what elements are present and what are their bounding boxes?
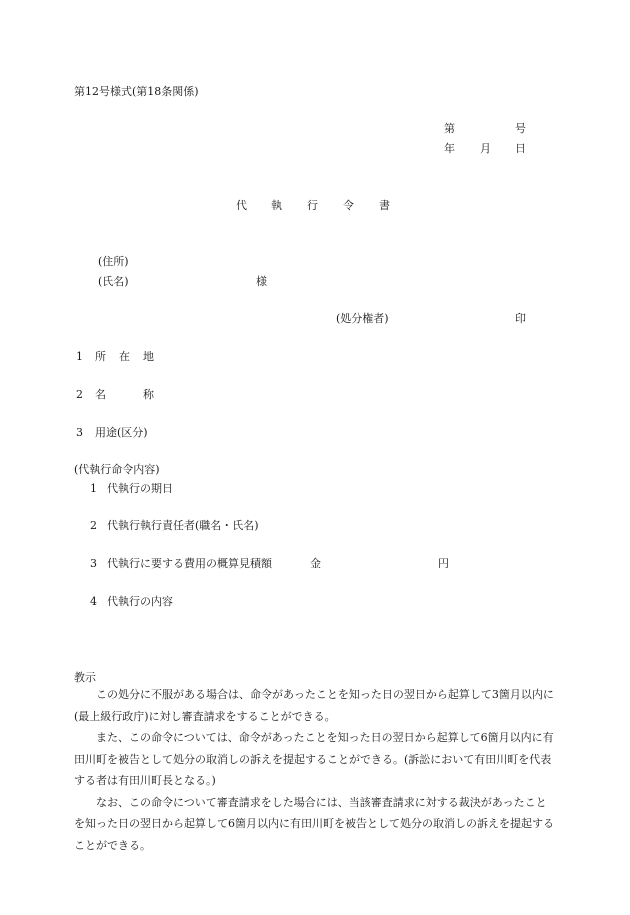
item-part: 地 [143,350,154,363]
form-label: 第12号様式(第18条関係) [74,85,199,98]
notice-paragraph: なお、この命令について審査請求をした場合には、当該審査請求に対する裁決があったことを知った日の翌日から起算して6箇月以内に有田川町を被告として処分の取消しの訴えを提起することができる。 [74,795,554,852]
order-item-text: 代執行に要する費用の概算見積額 [107,557,272,570]
number-suffix: 号 [515,122,526,135]
seal-mark: 印 [515,312,526,325]
title-char: 代 [236,199,247,212]
order-item-number: 4 [90,595,97,608]
order-item-text: 代執行の内容 [107,595,173,608]
notice-body [74,684,554,856]
currency-unit: 円 [438,557,449,570]
date-month: 月 [480,142,491,155]
order-item-number: 1 [90,482,97,495]
title-char: 行 [307,199,318,212]
name-label: (氏名) [98,275,129,288]
date-year: 年 [444,142,455,155]
amount-label: 金 [310,557,321,570]
order-item-text: 代執行執行責任者(職名・氏名) [107,519,259,532]
number-prefix: 第 [444,122,455,135]
date-day: 日 [515,142,526,155]
title-char: 令 [343,199,354,212]
item-number: 1 [76,350,83,363]
address-label: (住所) [98,255,129,268]
item-part: 用途(区分) [95,426,148,439]
item-part: 称 [143,388,154,401]
item-number: 2 [76,388,83,401]
notice-paragraph: また、この命令については、命令があったことを知った日の翌日から起算して6箇月以内に有田川町を被告として処分の取消しの訴えを提起することができる。(訴訟において有田川町を代表する者は有田川町長となる。) [74,731,554,787]
notice-paragraph: この処分に不服がある場合は、命令があったことを知った日の翌日から起算して3箇月以内に(最上級行政庁)に対し審査請求をすることができる。 [74,688,554,723]
notice-heading: 教示 [74,671,96,684]
order-item-text: 代執行の期日 [107,482,173,495]
item-part: 所 [95,350,106,363]
order-item-number: 2 [90,519,97,532]
item-part: 在 [119,350,130,363]
item-number: 3 [76,426,83,439]
authority-label: (処分権者) [336,312,389,325]
honorific: 様 [256,275,267,288]
item-part: 名 [95,388,106,401]
order-heading: (代執行命令内容) [74,463,160,476]
title-char: 執 [271,199,282,212]
title-char: 書 [379,199,390,212]
order-item-number: 3 [90,557,97,570]
